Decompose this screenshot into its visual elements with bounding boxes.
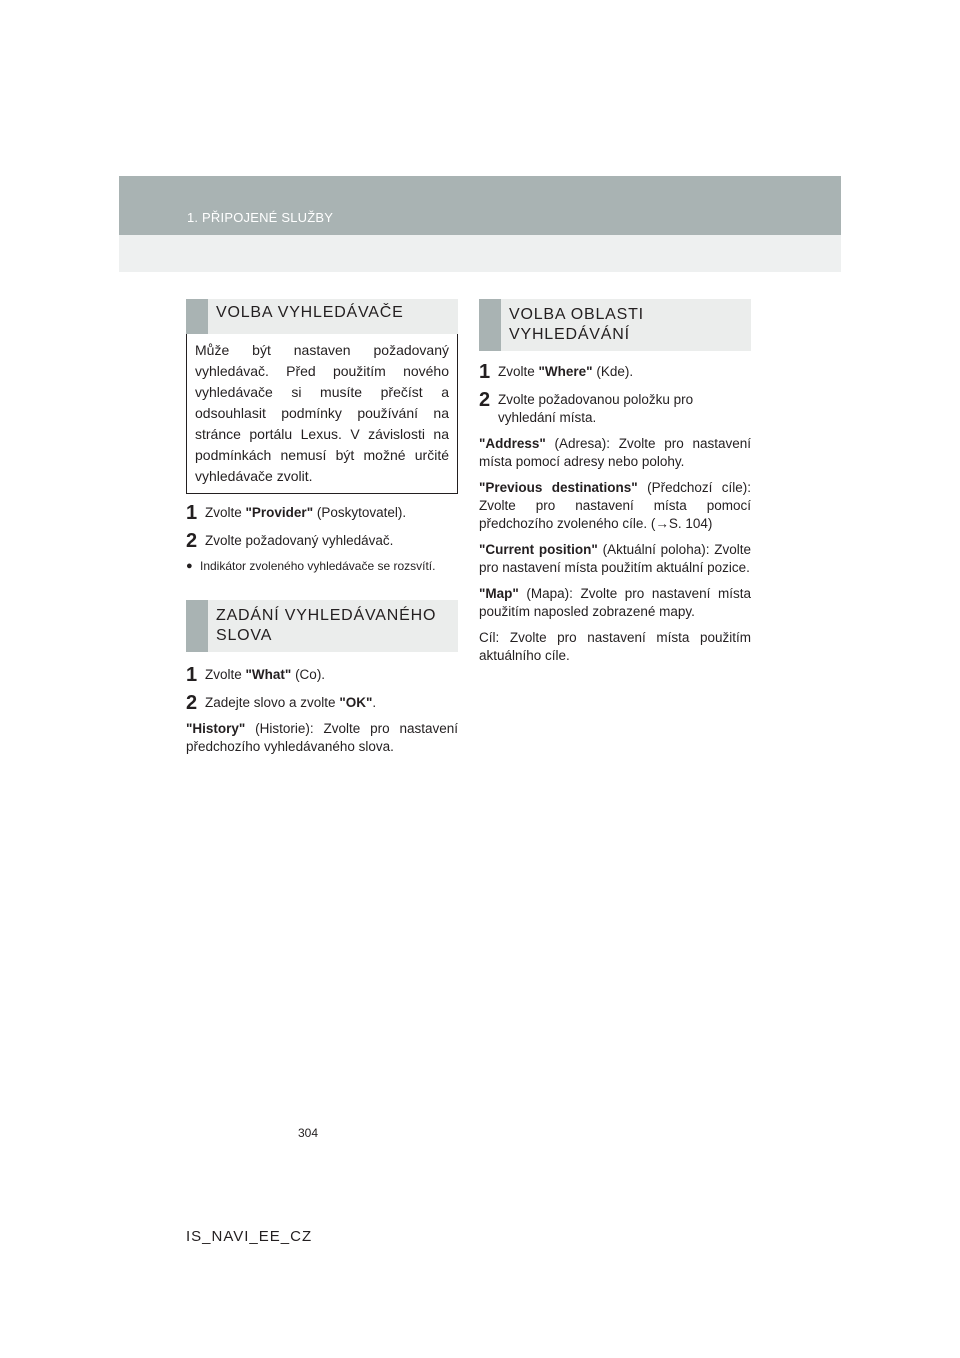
step-number: 2 [479,389,491,411]
header-subband [119,235,841,272]
section-title: 1. PŘIPOJENÉ SLUŽBY [187,210,334,225]
right-column [479,299,751,665]
section-heading-search-word [186,600,458,652]
step-text: Zvolte požadovaný vyhledávač. [205,533,394,548]
step-number: 2 [186,692,198,714]
map-paragraph: "Map" (Mapa): Zvolte pro nastavení místa použitím naposled zobrazené mapy. [479,586,751,619]
header-band [119,176,841,235]
heading-bar [479,299,501,351]
step-2 [479,391,751,427]
section-heading-search-engine [186,299,458,334]
left-column [186,299,458,756]
destination-paragraph: Cíl: Zvolte pro nastavení místa použitím aktuálního cíle. [479,630,751,663]
history-paragraph: "History" (Historie): Zvolte pro nastavení předchozího vyhledávaného slova. [186,721,458,754]
previous-destinations-paragraph: "Previous destinations" (Předchozí cíle): Zvolte pro nastavení místa pomocí předchozího zvoleného cíle. (→S. 104) [479,480,751,531]
step-text: Zadejte slovo a zvolte "OK". [205,695,377,710]
current-position-paragraph: "Current position" (Aktuální poloha): Zvolte pro nastavení místa použitím aktuální pozice. [479,542,751,575]
step-1 [186,504,458,522]
bullet-icon: ● [186,560,193,572]
heading-bar [186,299,208,334]
step-text: Zvolte "Provider" (Poskytovatel). [205,505,407,520]
intro-box: Může být nastaven požadovaný vyhledávač. Před použitím nového vyhledávače si musíte přečíst a odsouhlasit podmínky používání na stránce portálu Lexus. V závislosti na podmínkách nemusí být možné určité vyhledávače zvolit. [186,334,458,494]
step-2 [186,694,458,712]
heading-text: VOLBA OBLASTI VYHLEDÁVÁNÍ [509,306,644,343]
step-2 [186,532,458,550]
step-number: 1 [186,664,198,686]
document-code: IS_NAVI_EE_CZ [186,1228,313,1245]
step-number: 1 [479,361,491,383]
step-number: 2 [186,530,198,552]
page-number: 304 [298,1126,319,1140]
step-text: Zvolte "What" (Co). [205,667,326,682]
note-text: Indikátor zvoleného vyhledávače se rozsvítí. [200,559,436,573]
step-1 [479,363,751,381]
heading-text: ZADÁNÍ VYHLEDÁVANÉHO SLOVA [216,607,437,644]
step-text: Zvolte požadovanou položku pro vyhledání místa. [498,392,694,425]
heading-text: VOLBA VYHLEDÁVAČE [216,304,404,321]
address-paragraph: "Address" (Adresa): Zvolte pro nastavení místa pomocí adresy nebo polohy. [479,436,751,469]
step-number: 1 [186,502,198,524]
note-item [186,558,458,574]
step-1 [186,666,458,684]
heading-bar [186,600,208,652]
section-heading-search-area [479,299,751,351]
step-text: Zvolte "Where" (Kde). [498,364,634,379]
